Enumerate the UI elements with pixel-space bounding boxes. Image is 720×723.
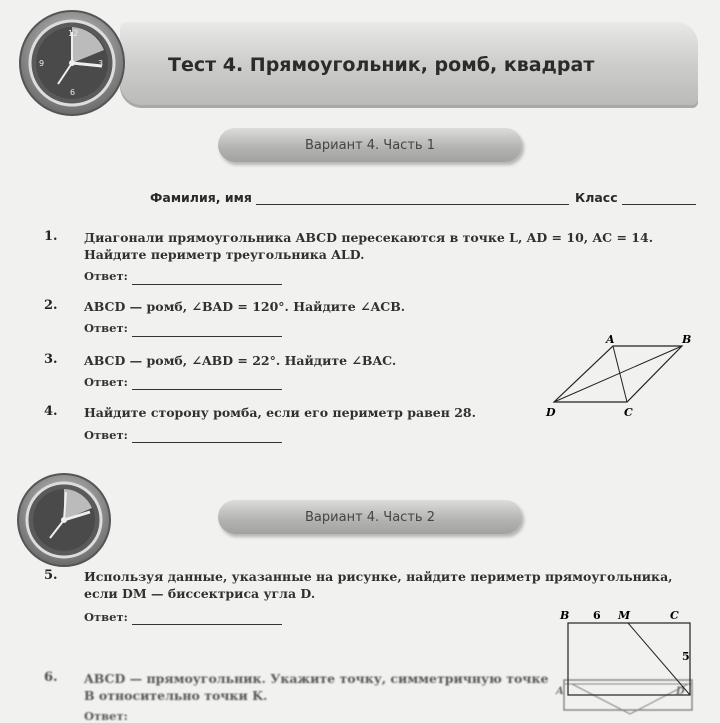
answer-line[interactable] xyxy=(132,284,282,285)
question-text: Найдите сторону ромба, если его периметр равен 28. xyxy=(84,405,476,420)
faded-lower-figure xyxy=(555,680,692,714)
clock-num-3: 3 xyxy=(98,59,104,68)
question-number: 2. xyxy=(44,298,58,313)
answer-label: Ответ: xyxy=(84,610,128,624)
question-number: 4. xyxy=(44,404,58,419)
vertex-label-c: C xyxy=(670,609,679,622)
question-text: ABCD — ромб, ∠BAD = 120°. Найдите ∠ACB. xyxy=(84,299,406,314)
question-number: 6. xyxy=(44,670,58,685)
vertex-label-c: C xyxy=(624,406,633,419)
clock-num-12: 12 xyxy=(68,29,79,38)
question-text: ABCD — ромб, ∠ABD = 22°. Найдите ∠BAC. xyxy=(84,353,397,368)
question-text: Диагонали прямоугольника ABCD пересекаются в точке L, AD = 10, AC = 14. Найдите периметр треугольника ALD. xyxy=(84,230,654,262)
class-label: Класс xyxy=(575,190,618,205)
answer-line[interactable] xyxy=(132,624,282,625)
question-text: Используя данные, указанные на рисунке, найдите периметр прямоугольника, если DM — биссектриса угла D. xyxy=(84,569,673,601)
vertex-label-a: A xyxy=(556,686,564,697)
clock-icon xyxy=(14,8,132,118)
segment-label-5: 5 xyxy=(682,650,690,663)
question-text: ABCD — прямоугольник. Укажите точку, симметричную точке B относительно точки K. xyxy=(84,671,549,703)
clock-num-6: 6 xyxy=(70,88,76,97)
diagonal-ac xyxy=(613,346,627,402)
vertex-label-b: B xyxy=(560,609,570,622)
variant-pill-part2: Вариант 4. Часть 2 xyxy=(218,500,522,534)
clock-num-9: 9 xyxy=(39,59,45,68)
answer-line[interactable] xyxy=(132,336,282,337)
answer-label: Ответ: xyxy=(84,709,128,723)
question-number: 3. xyxy=(44,352,58,367)
question-number: 1. xyxy=(44,229,58,244)
class-line[interactable] xyxy=(622,204,696,205)
answer-label: Ответ: xyxy=(84,321,128,335)
student-name-line[interactable] xyxy=(256,204,569,205)
answer-line[interactable] xyxy=(132,442,282,443)
answer-line[interactable] xyxy=(132,389,282,390)
vertex-label-d: D xyxy=(546,406,556,419)
point-label-m: M xyxy=(618,609,631,622)
vertex-label-b: B xyxy=(682,333,692,346)
rectangle-figure xyxy=(550,604,710,721)
segment-label-6: 6 xyxy=(593,609,601,622)
answer-label: Ответ: xyxy=(84,269,128,283)
vertex-label-d: D xyxy=(676,686,685,697)
answer-label: Ответ: xyxy=(84,428,128,442)
page-title: Тест 4. Прямоугольник, ромб, квадрат xyxy=(168,54,595,76)
student-name-label: Фамилия, имя xyxy=(150,190,252,205)
clock-icon xyxy=(12,470,116,570)
vertex-label-a: A xyxy=(606,333,615,346)
answer-label: Ответ: xyxy=(84,375,128,389)
diagonal-bd xyxy=(554,346,682,402)
question-number: 5. xyxy=(44,568,58,583)
variant-pill-part1: Вариант 4. Часть 1 xyxy=(218,128,522,162)
rhombus-figure xyxy=(540,330,700,420)
